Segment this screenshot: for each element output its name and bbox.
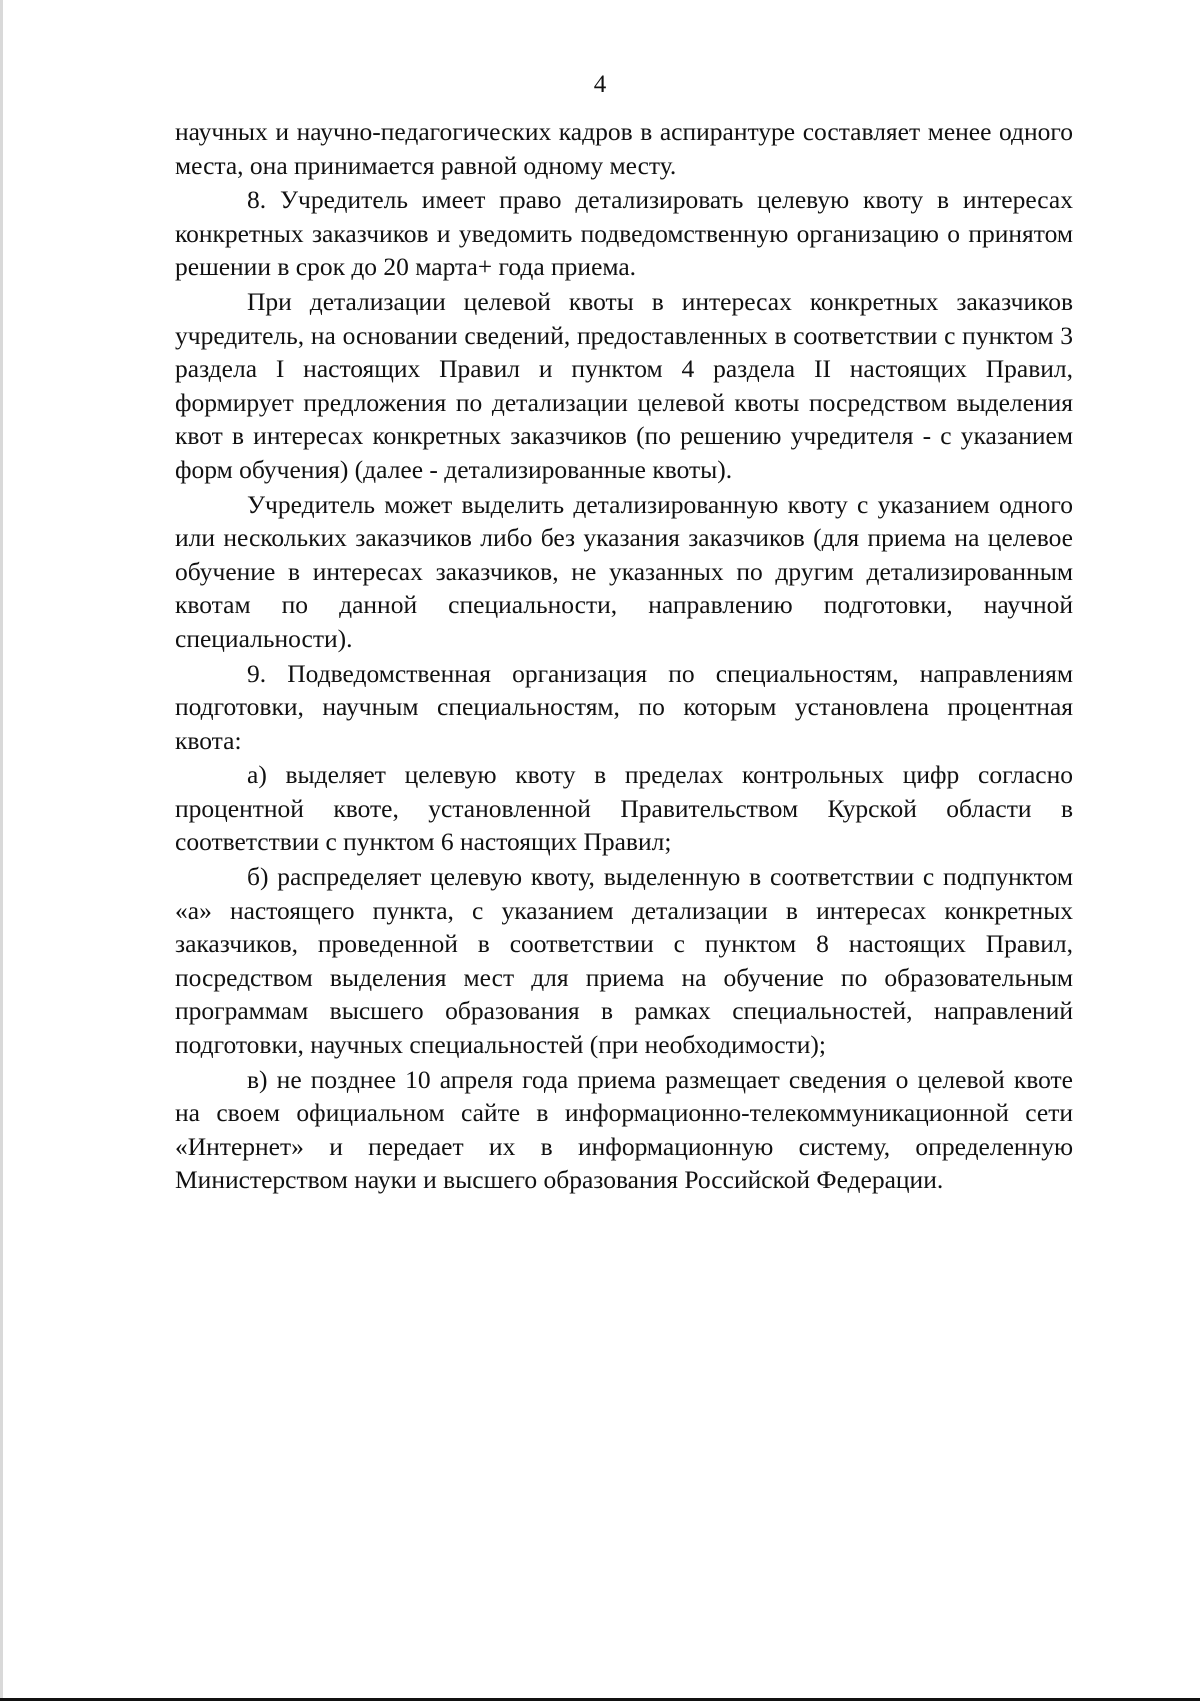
paragraph-detailing-quota: При детализации целевой квоты в интересах конкретных заказчиков учредитель, на основании сведений, предоставленных в соответствии с пунктом 3 раздела I настоящих Правил и пунктом 4 раздела II настоящих Правил, формирует предложения по детализации целевой квоты посредством выделения квот в интересах конкретных заказчиков (по решению учредителя - с указанием форм обучения) (далее - детализированные квоты). xyxy=(175,286,1073,484)
paragraph-continuation: научных и научно-педагогических кадров в аспирантуре составляет менее одного места, она принимается равной одному месту. xyxy=(175,117,1073,180)
document-body xyxy=(175,115,1073,1198)
page-number: 4 xyxy=(593,71,607,98)
page-left-edge xyxy=(0,0,3,1701)
paragraph-detailed-quota-allocation: Учредитель может выделить детализированную квоту с указанием одного или нескольких заказчиков либо без указания заказчиков (для приема на целевое обучение в интересах заказчиков, не указанных по другим детализированным квотам по данной специальности, направлению подготовки, научной специальности). xyxy=(175,489,1073,653)
paragraph-item-9: 9. Подведомственная организация по специальностям, направлениям подготовки, научным специальностям, по которым установлена процентная квота: xyxy=(175,658,1073,755)
paragraph-item-9b: б) распределяет целевую квоту, выделенную в соответствии с подпунктом «а» настоящего пункта, с указанием детализации в интересах конкретных заказчиков, проведенной в соответствии с пунктом 8 настоящих Правил, посредством выделения мест для приема на обучение по образовательным программам высшего образования в рамках специальностей, направлений подготовки, научных специальностей (при необходимости); xyxy=(175,862,1073,1060)
paragraph-item-9a: а) выделяет целевую квоту в пределах контрольных цифр согласно процентной квоте, установленной Правительством Курской области в соответствии с пунктом 6 настоящих Правил; xyxy=(175,760,1073,857)
paragraph-item-9v: в) не позднее 10 апреля года приема размещает сведения о целевой квоте на своем официальном сайте в информационно-телекоммуникационной сети «Интернет» и передает их в информационную систему, определенную Министерством науки и высшего образования Российской Федерации. xyxy=(175,1064,1073,1195)
paragraph-item-8: 8. Учредитель имеет право детализировать целевую квоту в интересах конкретных заказчиков и уведомить подведомственную организацию о принятом решении в срок до 20 марта+ года приема. xyxy=(175,185,1073,282)
